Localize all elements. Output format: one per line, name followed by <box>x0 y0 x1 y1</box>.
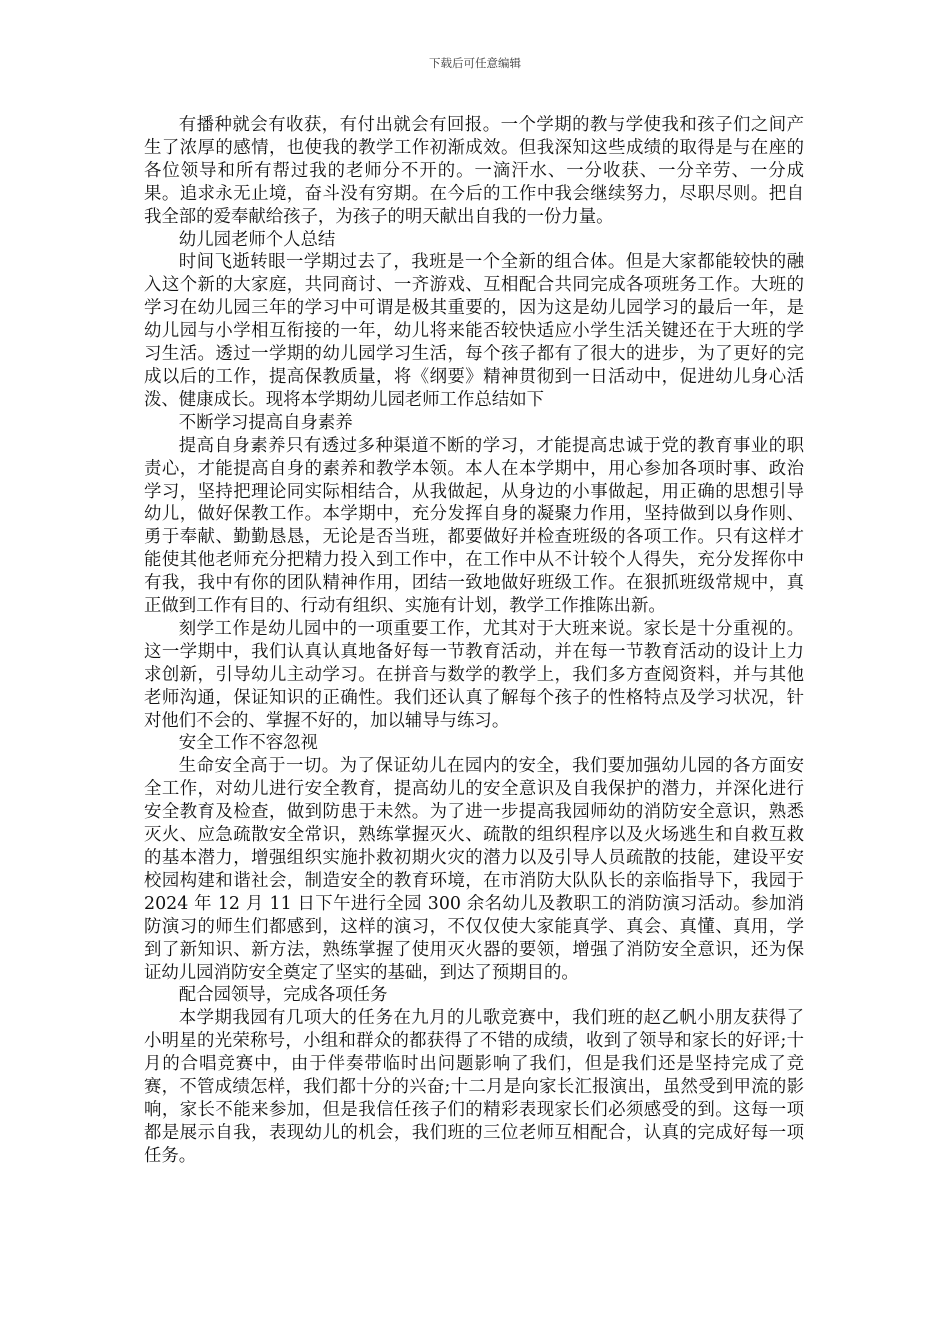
section-title-summary: 幼儿园老师个人总结 <box>178 229 336 250</box>
section-title-safety: 安全工作不容忽视 <box>178 733 318 754</box>
paragraph-safety: 生命安全高于一切。为了保证幼儿在园内的安全，我们要加强幼儿园的各方面安全工作，对幼儿进行安全教育，提高幼儿的安全意识及自我保护的潜力，并深化进行安全教育及检查，做到防患于未然。为了进一步提高我园师幼的消防安全意识，熟悉灭火、应急疏散安全常识，熟练掌握灭火、疏散的组织程序以及火场逃生和自救互救的基本潜力，增强组织实施扑救初期火灾的潜力以及引导人员疏散的技能，建设平安校园构建和谐社会，制造安全的教育环境，在市消防大队队长的亲临指导下，我园于 2024 年 12 月 11 日下午进行全园 300 余名幼儿及教职工的消防演习活动。参加消防演习的师生们都感到，这样的演习，不仅仅使大家能真学、真会、真懂、真用，学到了新知识、新方法，熟练掌握了使用灭火器的要领，增强了消防安全意识，还为保证幼儿园消防安全奠定了坚实的基础，到达了预期目的。 <box>144 756 804 983</box>
paragraph-intro: 时间飞逝转眼一学期过去了，我班是一个全新的组合体。但是大家都能较快的融入这个新的大家庭，共同商讨、一齐游戏、互相配合共同完成各项班务工作。大班的学习在幼儿园三年的学习中可谓是极其重要的，因为这是幼儿园学习的最后一年，是幼儿园与小学相互衔接的一年，幼儿将来能否较快适应小学生活关键还在于大班的学习生活。透过一学期的幼儿园学习生活，每个孩子都有了很大的进步，为了更好的完成以后的工作，提高保教质量，将《纲要》精神贯彻到一日活动中，促进幼儿身心活泼、健康成长。现将本学期幼儿园老师工作总结如下 <box>144 252 804 410</box>
document-body <box>144 114 804 1168</box>
header-note: 下载后可任意编辑 <box>429 56 521 70</box>
paragraph-teaching: 刻学工作是幼儿园中的一项重要工作，尤其对于大班来说。家长是十分重视的。这一学期中，我们认真认真地备好每一节教育活动，并在每一节教育活动的设计上力求创新，引导幼儿主动学习。在拼音与数学的教学上，我们多方查阅资料，并与其他老师沟通，保证知识的正确性。我们还认真了解每个孩子的性格特点及学习状况，针对他们不会的、掌握不好的，加以辅导与练习。 <box>144 618 804 731</box>
paragraph-harvest: 有播种就会有收获，有付出就会有回报。一个学期的教与学使我和孩子们之间产生了浓厚的感情，也使我的教学工作初渐成效。但我深知这些成绩的取得是与在座的各位领导和所有帮过我的老师分不开的。一滴汗水、一分收获、一分辛劳、一分成果。追求永无止境，奋斗没有穷期。在今后的工作中我会继续努力，尽职尽则。把自我全部的爱奉献给孩子，为孩子的明天献出自我的一份力量。 <box>144 115 804 227</box>
section-title-study: 不断学习提高自身素养 <box>178 412 353 433</box>
section-title-tasks: 配合园领导，完成各项任务 <box>178 985 388 1006</box>
paragraph-study: 提高自身素养只有透过多种渠道不断的学习，才能提高忠诚于党的教育事业的职责心，才能提高自身的素养和教学本领。本人在本学期中，用心参加各项时事、政治学习，坚持把理论同实际相结合，从我做起，从身边的小事做起，用正确的思想引导幼儿，做好保教工作。本学期中，充分发挥自身的凝聚力作用，坚持做到以身作则、勇于奉献、勤勤恳恳，无论是否当班，都要做好并检查班级的各项工作。只有这样才能使其他老师充分把精力投入到工作中，在工作中从不计较个人得失，充分发挥你中有我，我中有你的团队精神作用，团结一致地做好班级工作。在狠抓班级常规中，真正做到工作有目的、行动有组织、实施有计划，教学工作推陈出新。 <box>144 435 804 617</box>
paragraph-tasks: 本学期我园有几项大的任务在九月的儿歌竞赛中，我们班的赵乙帆小朋友获得了小明星的光荣称号，小组和群众的都获得了不错的成绩，收到了领导和家长的好评;十月的合唱竞赛中，由于伴奏带临时出问题影响了我们，但是我们还是坚持完成了竞赛，不管成绩怎样，我们都十分的兴奋;十二月是向家长汇报演出，虽然受到甲流的影响，家长不能来参加，但是我信任孩子们的精彩表现家长们必须感受的到。这每一项都是展示自我，表现幼儿的机会，我们班的三位老师互相配合，认真的完成好每一项任务。 <box>144 1008 804 1166</box>
